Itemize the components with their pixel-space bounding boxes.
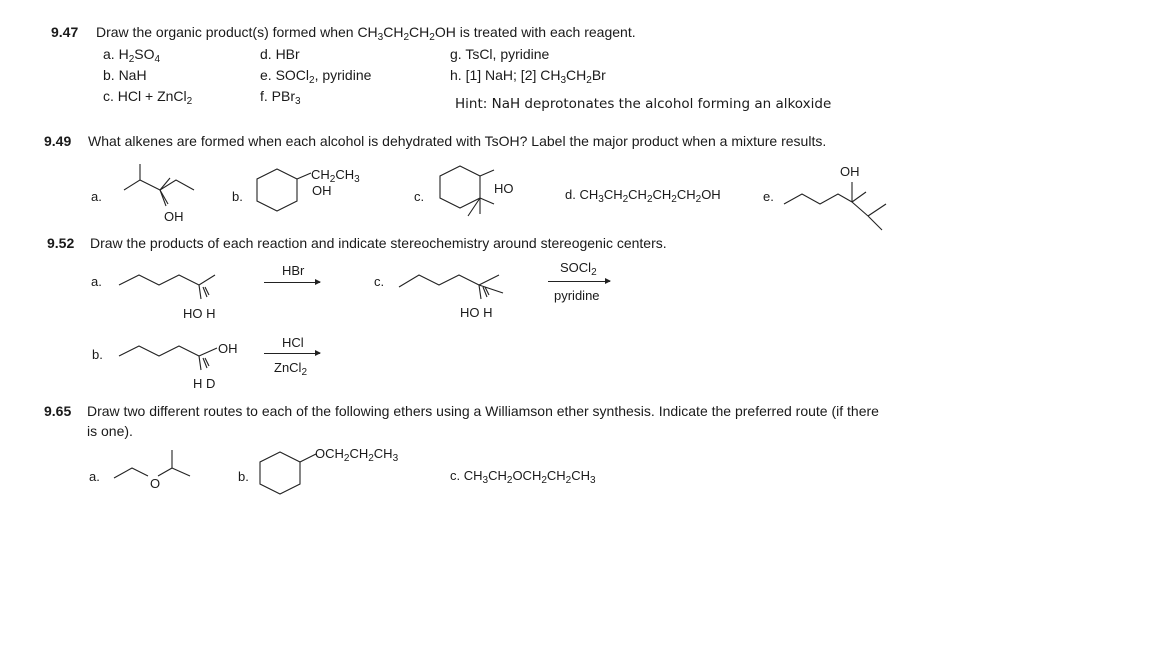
problem-number-947: 9.47 bbox=[51, 24, 79, 40]
label-949-c: c. bbox=[414, 189, 425, 204]
reagent-947-d: d. HBr bbox=[260, 46, 300, 62]
group-965-b: $OCH_2CH_2CH_3$ bbox=[315, 446, 399, 464]
label-949-e: e. bbox=[763, 189, 774, 204]
oh-952-b: OH bbox=[218, 341, 238, 356]
label-952-a: a. bbox=[91, 274, 102, 289]
problem-number-965: 9.65 bbox=[44, 403, 72, 419]
formula-965-c: c. $CH_3CH_2OCH_2CH_2CH_3$ bbox=[450, 468, 596, 486]
reagent-947-a: a. $H_2SO_4$ bbox=[103, 46, 161, 65]
reagent-947-b: b. NaH bbox=[103, 67, 147, 83]
reagent-952-b-top: HCl bbox=[282, 335, 304, 350]
problem-947-prompt: Draw the organic product(s) formed when $CH_3CH_2CH_2OH$ is treated with each reagent. bbox=[96, 24, 636, 43]
problem-965-prompt-line1: Draw two different routes to each of the following ethers using a Williamson ether synthesis. Indicate the preferred route (if there bbox=[87, 403, 879, 419]
oh-949-b: OH bbox=[312, 183, 332, 198]
cyclohexane-949-b bbox=[255, 165, 315, 221]
label-949-b: b. bbox=[232, 189, 243, 204]
reagent-952-a: HBr bbox=[282, 263, 305, 278]
problem-number-952: 9.52 bbox=[47, 235, 75, 251]
reagent-952-c-top: SOCl$_2$ bbox=[560, 260, 597, 278]
formula-949-d: d. $CH_3CH_2CH_2CH_2CH_2OH$ bbox=[565, 187, 721, 205]
h-d-952-b: H D bbox=[193, 376, 216, 391]
problem-949-prompt: What alkenes are formed when each alcohol is dehydrated with TsOH? Label the major product when a mixture results. bbox=[88, 133, 827, 149]
molecule-949-a bbox=[110, 160, 210, 220]
label-952-c: c. bbox=[374, 274, 385, 289]
reaction-arrow-952-a bbox=[264, 282, 320, 283]
ho-h-952-a: HO H bbox=[183, 306, 216, 321]
molecule-949-e bbox=[780, 176, 890, 226]
molecule-952-c bbox=[395, 265, 515, 315]
problem-number-949: 9.49 bbox=[44, 133, 72, 149]
reagent-952-c-bottom: pyridine bbox=[554, 288, 600, 303]
label-952-b: b. bbox=[92, 347, 103, 362]
reagent-947-f: f. PBr$_3$ bbox=[260, 88, 301, 107]
reagent-947-e: e. SOCl$_2$, pyridine bbox=[260, 67, 372, 86]
o-965-a: O bbox=[150, 476, 161, 491]
problem-952-prompt: Draw the products of each reaction and indicate stereochemistry around stereogenic centers. bbox=[90, 235, 667, 251]
reaction-arrow-952-b bbox=[264, 353, 320, 354]
label-965-b: b. bbox=[238, 469, 249, 484]
reagent-947-h: h. [1] NaH; [2] $CH_3CH_2Br$ bbox=[450, 67, 606, 86]
problem-965-prompt-line2: is one). bbox=[87, 423, 133, 439]
oh-949-c: HO bbox=[494, 181, 514, 196]
reagent-947-g: g. TsCl, pyridine bbox=[450, 46, 550, 62]
reagent-947-c: c. HCl + ZnCl$_2$ bbox=[103, 88, 193, 107]
label-965-a: a. bbox=[89, 469, 100, 484]
reagent-952-b-bottom: ZnCl$_2$ bbox=[274, 360, 308, 378]
reaction-arrow-952-c bbox=[548, 281, 610, 282]
hint-text: Hint: NaH deprotonates the alcohol forming an alkoxide bbox=[455, 96, 832, 112]
oh-949-a: OH bbox=[164, 209, 184, 224]
oh-949-e: OH bbox=[840, 164, 860, 179]
group-949-b: $CH_2CH_3$ bbox=[311, 167, 360, 185]
ho-h-952-c: HO H bbox=[460, 305, 493, 320]
label-949-a: a. bbox=[91, 189, 102, 204]
